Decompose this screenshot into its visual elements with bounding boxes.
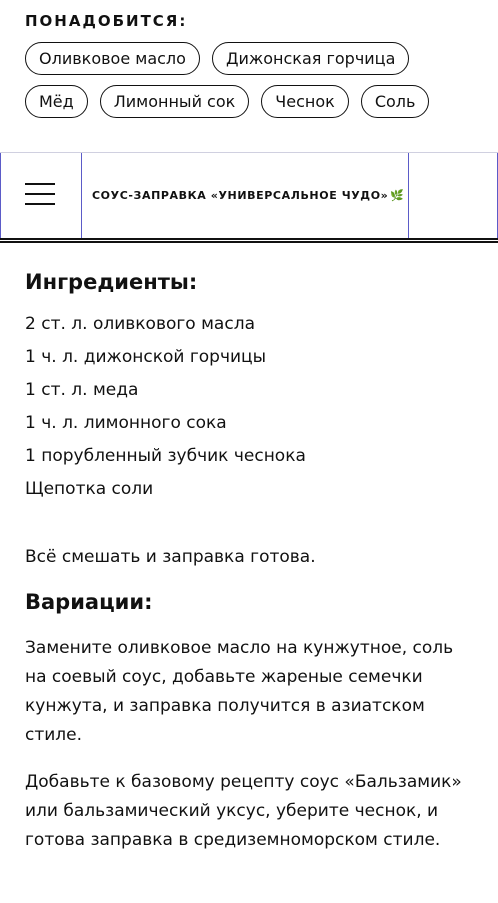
leaf-icon: 🌿: [390, 189, 405, 202]
ingredients-list: [25, 308, 475, 506]
tag-salt[interactable]: Соль: [361, 85, 430, 118]
right-cell: [408, 153, 498, 239]
list-item: 1 ст. л. меда: [25, 380, 139, 400]
list-item: 1 порубленный зубчик чеснока: [25, 446, 306, 466]
variation-asian: Замените оливковое масло на кунжутное, соль на соевый соус, добавьте жареные семечки кунжута, и заправка получится в азиатском стиле.: [25, 638, 454, 745]
ingredient-tags: [25, 42, 465, 118]
ingredients-heading: Ингредиенты:: [25, 270, 198, 294]
tag-lemon-juice[interactable]: Лимонный сок: [100, 85, 250, 118]
recipe-header: [0, 152, 498, 240]
list-item: 2 ст. л. оливкового масла: [25, 314, 255, 334]
menu-cell: [0, 153, 82, 239]
mix-instruction: Всё смешать и заправка готова.: [25, 547, 316, 567]
list-item: Щепотка соли: [25, 479, 154, 499]
tag-honey[interactable]: Мёд: [25, 85, 88, 118]
tag-dijon-mustard[interactable]: Дижонская горчица: [212, 42, 409, 75]
tag-olive-oil[interactable]: Оливковое масло: [25, 42, 200, 75]
needs-section: [0, 0, 498, 118]
variation-mediterranean: Добавьте к базовому рецепту соус «Бальзамик» или бальзамический уксус, уберите чеснок, и готова заправка в средиземноморском стиле.: [25, 772, 462, 850]
tag-garlic[interactable]: Чеснок: [261, 85, 349, 118]
list-item: 1 ч. л. дижонской горчицы: [25, 347, 267, 367]
recipe-title-text: СОУС-ЗАПРАВКА «УНИВЕРСАЛЬНОЕ ЧУДО»: [92, 189, 389, 202]
needs-title: ПОНАДОБИТСЯ:: [25, 12, 188, 30]
recipe-title: [92, 189, 405, 202]
variations-heading: Вариации:: [25, 590, 153, 614]
header-divider: [0, 238, 498, 243]
recipe-content: [25, 270, 475, 873]
list-item: 1 ч. л. лимонного сока: [25, 413, 227, 433]
hamburger-menu-icon[interactable]: [25, 183, 55, 205]
